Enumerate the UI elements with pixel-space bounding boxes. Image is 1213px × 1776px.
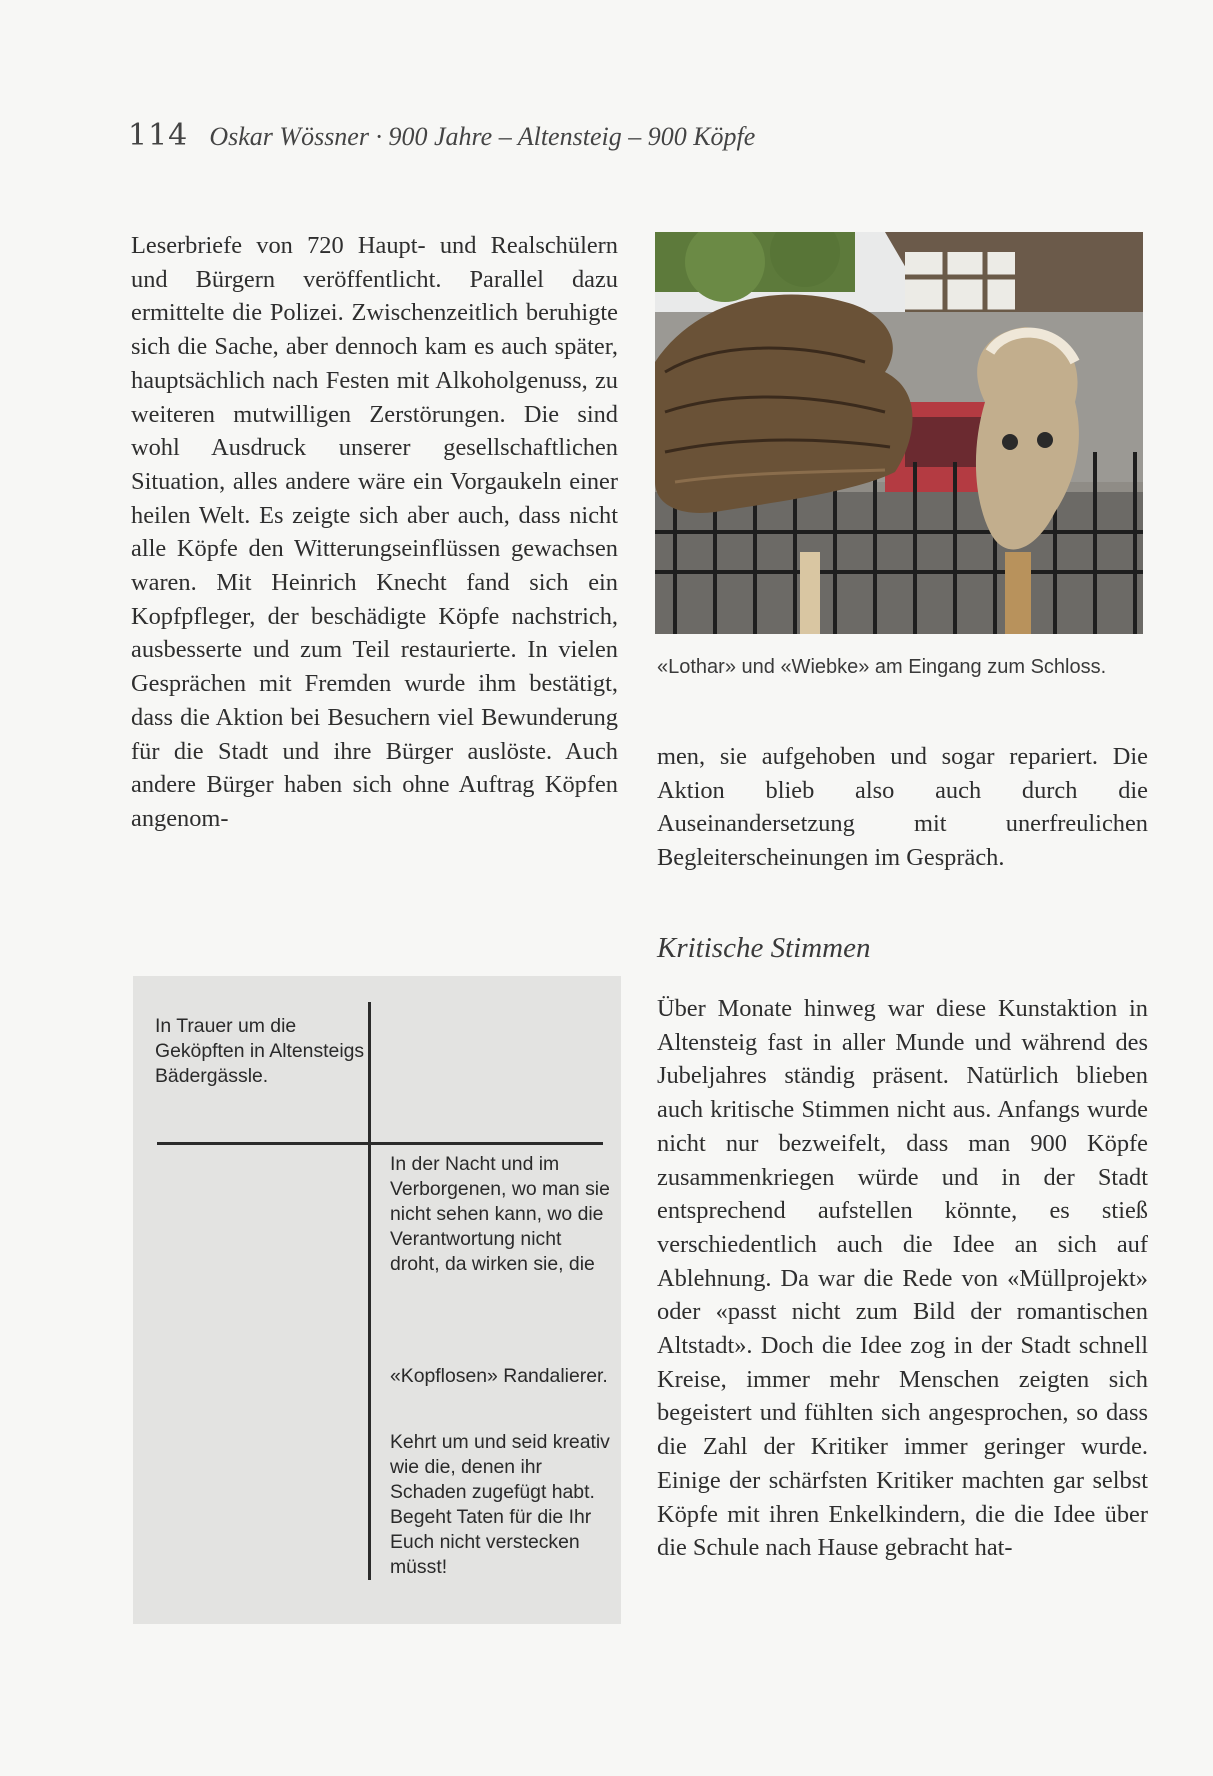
right-column-text: Über Monate hinweg war diese Kunstaktion in Altensteig fast in aller Munde und während des Jubeljahres ständig präsent. Natürlich blieben auch kritische Stimmen nicht aus. Anfangs wurde nicht nur bezweifelt, dass man 900 Köpfe zusammenkriegen würde und in der Stadt entsprechend aufstellen könnte, es stieß verschiedentlich auch die Idee an sich auf Ablehnung. Da war die Rede von «Müllprojekt» oder «passt nicht zum Bild der romantischen Altstadt». Doch die Idee zog in der Stadt schnell Kreise, immer mehr Menschen zeigten sich begeistert und fühlten sich angesprochen, so dass die Zahl der Kritiker immer geringer wurde. Einige der schärfsten Kritiker machten gar selbst Köpfe mit ihren Enkelkindern, die die Idee über die Schule nach Hause gebracht hat- bbox=[657, 995, 1148, 1562]
notice-top-left: In Trauer um die Geköpften in Altensteigs Bädergässle. bbox=[155, 1015, 365, 1087]
photo-illustration bbox=[655, 232, 1143, 634]
section-heading: Kritische Stimmen bbox=[657, 932, 871, 964]
page-header bbox=[128, 118, 755, 153]
running-head: Oskar Wössner · 900 Jahre – Altensteig – 900 Köpfe bbox=[209, 122, 756, 151]
right-column-continuation: men, sie aufgehoben und sogar repariert. Die Aktion blieb also auch durch die Auseinandersetzung mit unerfreulichen Begleiterscheinungen im Gespräch. bbox=[657, 743, 1148, 872]
notice-right-2: «Kopflosen» Randalierer. bbox=[390, 1365, 608, 1387]
figure-caption: «Lothar» und «Wiebke» am Eingang zum Schloss. bbox=[657, 656, 1107, 678]
left-column-text: Leserbriefe von 720 Haupt- und Realschülern und Bürgern veröffentlicht. Parallel dazu ermittelte die Polizei. Zwischenzeitlich beruhigte sich die Sache, aber dennoch kam es auch später, hauptsächlich nach Festen mit Alkoholgenuss, zu weiteren mutwilligen Zerstörungen. Die sind wohl Ausdruck unserer gesellschaftlichen Situation, alles andere wäre ein Vorgaukeln einer heilen Welt. Es zeigte sich aber auch, dass nicht alle Köpfe den Witterungseinflüssen gewachsen waren. Mit Heinrich Knecht fand sich ein Kopfpfleger, der beschädigte Köpfe nachstrich, ausbesserte und zum Teil restaurierte. In vielen Gesprächen mit Fremden wurde ihm bestätigt, dass die Aktion bei Besuchern viel Bewunderung für die Stadt und ihre Bürger auslöste. Auch andere Bürger haben sich ohne Auftrag Köpfen angenom- bbox=[131, 232, 618, 832]
notice-right-3: Kehrt um und seid kreativ wie die, denen ihr Schaden zugefügt habt. Begeht Taten für die Ihr Euch nicht verstecken müsst! bbox=[390, 1431, 610, 1578]
photo-wooden-heads bbox=[655, 232, 1143, 634]
notice-box bbox=[133, 976, 621, 1624]
page-number: 114 bbox=[128, 118, 189, 153]
box-horizontal-divider bbox=[157, 1142, 603, 1145]
notice-right-1: In der Nacht und im Verborgenen, wo man sie nicht sehen kann, wo die Verantwortung nicht droht, da wirken sie, die bbox=[390, 1153, 610, 1275]
box-vertical-divider bbox=[368, 1002, 371, 1580]
